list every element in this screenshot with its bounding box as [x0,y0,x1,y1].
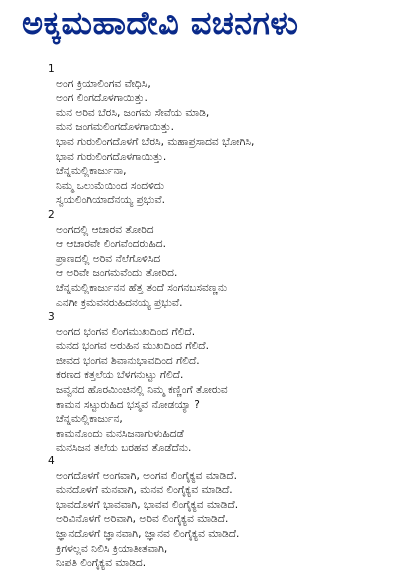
stanza-line: ಅಂಗದಲ್ಲಿ ಆಚಾರವ ತೋರಿದ [56,223,154,236]
stanza-line: ಕಾಮನೊಂದು ಮನಸಿಜನಾಗುಳುಹಿದಡೆ [56,427,184,440]
stanza-line: ಜ್ಞಾನದೊಳಗೆ ಜ್ಞಾನವಾಗಿ, ಜ್ಞಾನವ ಲಿಂಗೈಕ್ಯವ ಮಾಡಿದೆ. [56,527,240,540]
stanza-line: ಭಾವದೊಳಗೆ ಭಾವವಾಗಿ, ಭಾವವ ಲಿಂಗೈಕ್ಯವ ಮಾಡಿದೆ. [56,498,239,511]
stanza-line: ಅಂಗ ಕ್ರಿಯಾಲಿಂಗವ ವೇಧಿಸಿ, [56,77,151,90]
stanza-line: ನಿಮ್ಮ ಒಲುಮೆಯಿಂದ ಸಂದಳಿದು [56,179,165,192]
stanza-line: ಅರಿವಿನೊಳಗೆ ಅರಿವಾಗಿ, ಅರಿವ ಲಿಂಗೈಕ್ಯವ ಮಾಡಿದೆ. [56,513,229,526]
stanza-line: ಎನಗೀ ಕ್ರಮವನರುಹಿದನಯ್ಯ ಪ್ರಭುವೆ. [56,296,183,309]
stanza-line: ಚೆನ್ನಮಲ್ಲಿಕಾರ್ಜುನ, [56,413,123,426]
stanza-line: ಭಾವ ಗುರುಲಿಂಗದೊಳಗೆ ಬೆರಸಿ, ಮಹಾಪ್ರಸಾದವ ಭೋಗಿಸಿ, [56,135,255,148]
stanza-line: ಜೀವದ ಭಂಗವ ಶಿವಾನುಭಾವದಿಂದ ಗೆಲಿದೆ. [56,354,200,367]
stanza-line: ಆ ಆಚಾರವೇ ಲಿಂಗವೆಂದರುಹಿದ. [56,238,166,251]
stanza-number: 2 [48,209,55,221]
stanza-line: ಆ ಅರಿವೇ ಜಂಗಮವೆಂದು ತೋರಿದ. [56,267,178,280]
stanza-4 [48,454,240,571]
stanza-line: ನಿಃಪತಿ ಲಿಂಗೈಕ್ಯವ ಮಾಡಿದ. [56,557,147,570]
stanza-line: ಕಾಮನ ಸಟ್ಟುರುಹಿದ ಭಸ್ಮವ ನೋಡಯ್ಯಾ ? [56,398,200,411]
stanza-number: 4 [48,455,55,467]
stanza-line: ಕ್ರಿಗಳಲ್ಲವ ನಿಲಿಸಿ ಕ್ರಿಯಾತೀತವಾಗಿ, [56,542,168,555]
page-title: ಅಕ್ಕಮಹಾದೇವಿ ವಚನಗಳು [22,4,299,42]
stanza-line: ಅಂಗದ ಭಂಗವ ಲಿಂಗಮುಖದಿಂದ ಗೆಲಿದೆ. [56,325,196,338]
stanza-line: ಪ್ರಾಣದಲ್ಲಿ ಅರಿವ ನೆಲೆಗೊಳಿಸಿದ [56,252,161,265]
stanza-line: ಮನದೊಳಗೆ ಮನವಾಗಿ, ಮನವ ಲಿಂಗೈಕ್ಯವ ಮಾಡಿದೆ. [56,484,233,497]
stanza-2 [48,208,228,310]
stanza-3 [48,310,228,456]
stanza-line: ಮನ ಅರಿವ ಬೆರಸಿ, ಜಂಗಮ ಸೇವೆಯ ಮಾಡಿ, [56,106,210,119]
stanza-1 [48,62,255,208]
stanza-line: ಮನ ಜಂಗಮಲಿಂಗದೊಳಗಾಯಿತ್ತು. [56,121,175,134]
stanza-line: ಮನಸಿಜನ ತಲೆಯ ಬರಹವ ತೊಡೆದೆನು. [56,442,192,455]
stanza-line: ಚೆನ್ನಮಲ್ಲಿಕಾರ್ಜುನನ ಹೆತ್ತ ತಂದೆ ಸಂಗನಬಸವಣ್ಣನು [56,281,228,294]
stanza-line: ಭಾವ ಗುರುಲಿಂಗದೊಳಗಾಯಿತ್ತು. [56,150,167,163]
stanza-line: ಕರಣದ ಕತ್ತಲೆಯ ಬೆಳಗನುಟ್ಟು ಗೆಲಿದೆ. [56,369,184,382]
stanza-line: ಮನದ ಭಂಗವ ಅರುಹಿನ ಮುಖದಿಂದ ಗೆಲಿದೆ. [56,340,209,353]
stanza-number: 3 [48,311,55,323]
stanza-line: ಸ್ವಯಲಿಂಗಿಯಾದೆನಯ್ಯ ಪ್ರಭುವೆ. [56,194,165,207]
stanza-number: 1 [48,63,55,75]
stanza-line: ಚೆನ್ನಮಲ್ಲಿಕಾರ್ಜುನಾ, [56,165,127,178]
stanza-line: ಜವ್ವನದ ಹೊರಮಿಂಚಿನಲ್ಲಿ ನಿಮ್ಮ ಕಣ್ಣಿಂಗೆ ತೋರುವ [56,383,228,396]
stanza-line: ಅಂಗದೊಳಗೆ ಅಂಗವಾಗಿ, ಅಂಗವ ಲಿಂಗೈಕ್ಯವ ಮಾಡಿದೆ. [56,469,237,482]
stanza-line: ಅಂಗ ಲಿಂಗದೊಳಗಾಯಿತ್ತು. [56,92,148,105]
